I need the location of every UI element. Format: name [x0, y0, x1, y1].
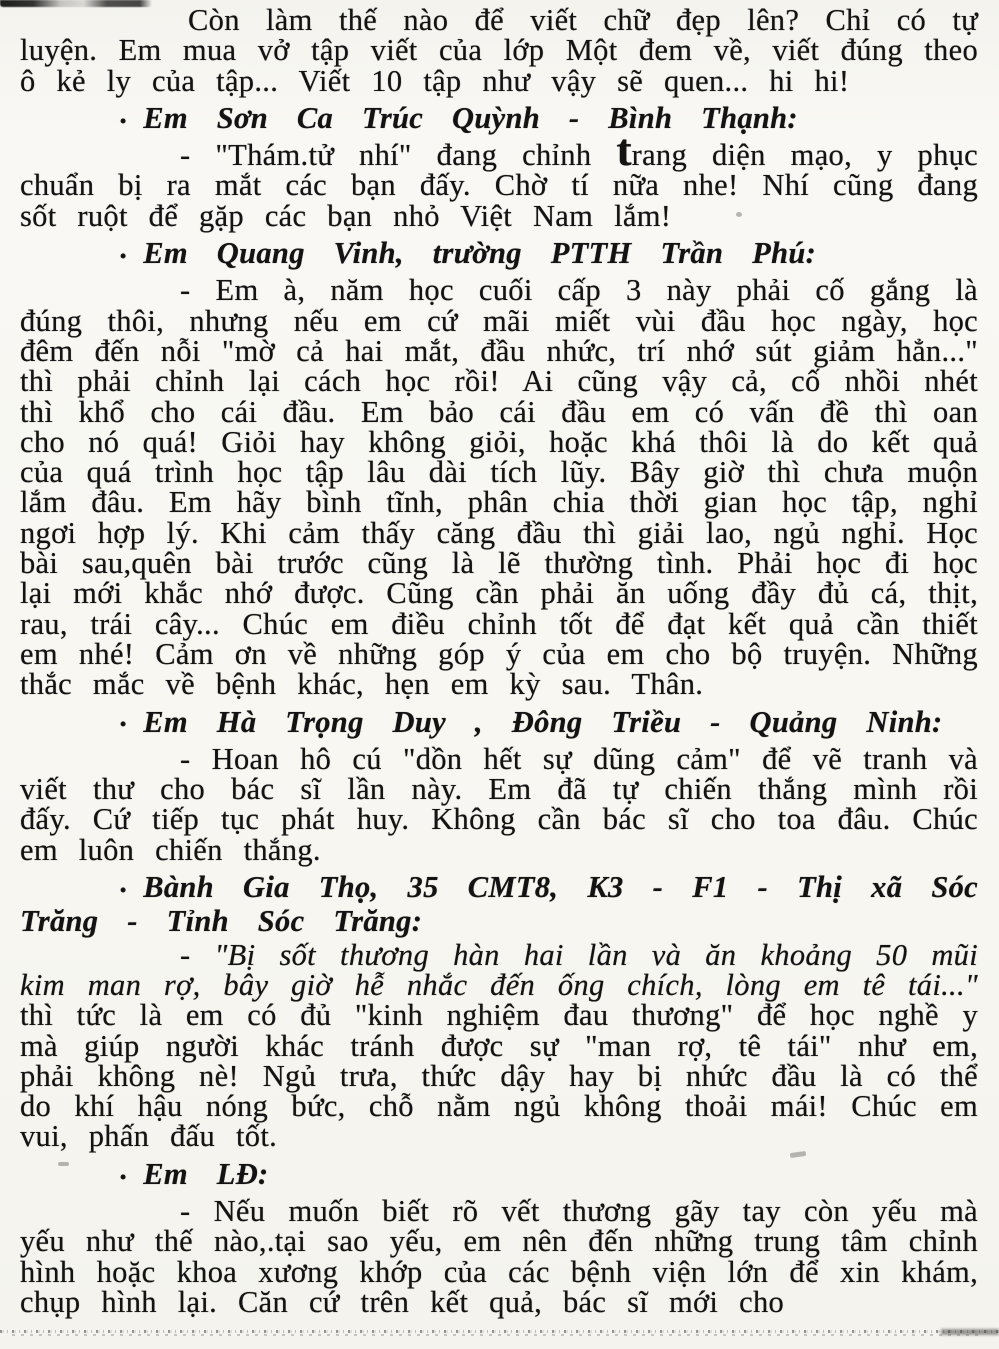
- section-heading: [20, 100, 978, 137]
- scan-noise-dark-segment: [941, 1329, 999, 1335]
- paragraph: [20, 124, 979, 233]
- text-segment: t: [616, 124, 632, 176]
- section-heading: [20, 704, 978, 741]
- section-heading: [20, 238, 978, 272]
- bullet-dot-icon: •: [120, 110, 127, 131]
- article-text: [20, 5, 978, 1317]
- bullet-dot-icon: •: [120, 246, 127, 267]
- text-segment: rang diện mạo, y phục chuẩn bị ra mắt các bạn đấy. Chờ tí nữa nhe! Nhí cũng đang sốt ruột để gặp các bạn nhỏ Việt Nam lắm!: [20, 138, 979, 233]
- scan-noise-line: [12, 1334, 981, 1336]
- section-heading: [20, 1156, 978, 1193]
- bullet-dot-icon: •: [120, 1166, 127, 1187]
- correspondent-name: Em Sơn Ca Trúc Quỳnh - Bình Thạnh:: [143, 100, 798, 135]
- paragraph: [20, 273, 978, 702]
- bullet-dot-icon: •: [120, 879, 127, 900]
- text-segment: - "Thám.tử nhí" đang chỉnh: [180, 138, 617, 173]
- correspondent-name: Em LĐ:: [143, 1156, 269, 1191]
- text-segment: - Hoan hô cú "dồn hết sự dũng cảm" để vẽ tranh và viết thư cho bác sĩ lần này. Em đã tự chiến thắng mình rồi đấy. Cứ tiếp tục phát huy. Không cần bác sĩ cho toa đâu. Chúc em luôn chiến thắng.: [20, 741, 978, 867]
- text-segment: Còn làm thế nào để viết chữ đẹp lên? Chỉ có tự luyện. Em mua vở tập viết của lớp Một đem về, viết đúng theo ô kẻ ly của tập... Viết 10 tập như vậy sẽ quen... hi hi!: [20, 3, 978, 98]
- text-segment: - Em à, năm học cuối cấp 3 này phải cố gắng là đúng thôi, nhưng nếu em cứ mãi miết vùi đầu học ngày, học đêm đến nỗi "mờ cả hai mắt, đầu nhức, trí nhớ sút giảm hẳn..." thì phải chỉnh lại cách học rồi! Ai cũng vậy cả, cố nhồi nhét thì khổ cho cái đầu. Em bảo cái đầu em có vấn đề thì oan cho nó quá! Giỏi hay không giỏi, hoặc khá thôi là do kết quả của quá trình học tập lâu dài tích lũy. Bây giờ thì chưa muộn lắm đâu. Em hãy bình tĩnh, phân chia thời gian học tập, nghỉ ngơi hợp lý. Khi cảm thấy căng đầu thì giải lao, ngủ nghỉ. Học bài sau,quên bài trước cũng là lẽ thường tình. Phải học đi học lại mới khắc nhớ được. Cũng cần phải ăn uống đầy đủ cá, thịt, rau, trái cây... Chúc em điều chỉnh tốt để đạt kết quả cần thiết em nhé! Cảm ơn về những góp ý của em cho bộ truyện. Những thắc mắc về bệnh khác, hẹn em kỳ sau. Thân.: [20, 273, 978, 702]
- scan-speck: [58, 1162, 69, 1166]
- correspondent-name: Bành Gia Thọ, 35 CMT8, K3 - F1 - Thị xã Sóc Trăng - Tỉnh Sóc Trăng:: [20, 870, 978, 939]
- bullet-dot-icon: •: [120, 714, 127, 735]
- correspondent-name: Em Quang Vinh, trường PTTH Trần Phú:: [143, 236, 817, 271]
- paragraph: [20, 5, 978, 96]
- text-segment: thì tức là em có đủ "kinh nghiệm đau thương" để học nghề y mà giúp người khác tránh được sự "man rợ, tê tái" như em, phải không nè! Ngủ trưa, thức dậy hay bị nhức đầu là có thể do khí hậu nóng bức, chỗ nằm ngủ không thoải mái! Chúc em vui, phấn đấu tốt.: [20, 998, 978, 1154]
- scan-speck: [736, 212, 742, 217]
- paragraph: [20, 741, 978, 867]
- paragraph: [20, 1193, 978, 1319]
- paragraph: [20, 937, 978, 1154]
- correspondent-name: Em Hà Trọng Duy , Đông Triều - Quảng Ninh:: [143, 704, 943, 739]
- text-segment: - Nếu muốn biết rõ vết thương gãy tay còn yếu mà yếu như thế nào,.tại sao yếu, em nên đến những trung tâm chỉnh hình hoặc khoa xương khớp của các bệnh viện lớn để xin khám, chụp hình lại. Căn cứ trên kết quả, bác sĩ mới cho: [20, 1193, 978, 1319]
- section-heading: [20, 872, 978, 937]
- text-segment: - "Bị sốt thương hàn hai lần và ăn khoảng 50 mũi kim man rợ, bây giờ hễ nhắc đến ống chích, lòng em tê tái...": [20, 937, 978, 1002]
- scan-noise-band-bottom: [0, 1327, 999, 1342]
- scan-noise-line: [0, 1330, 999, 1333]
